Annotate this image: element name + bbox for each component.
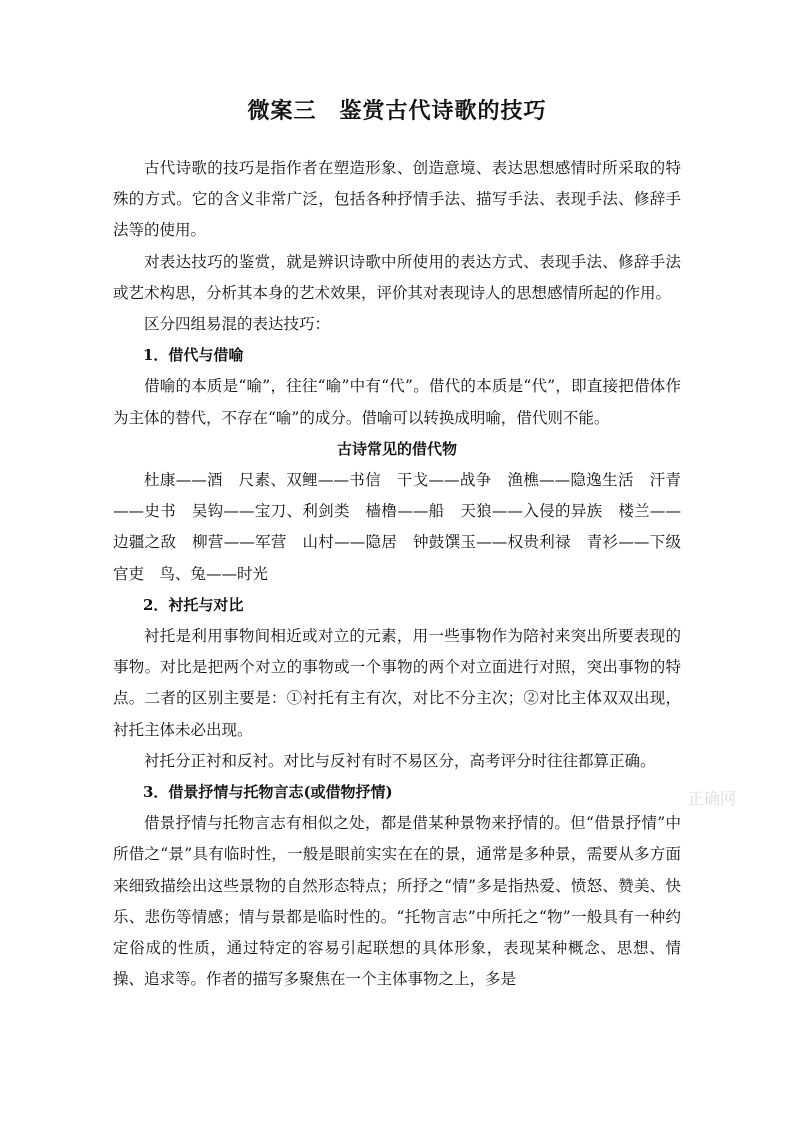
appreciation-paragraph: 对表达技巧的鉴赏，就是辨识诗歌中所使用的表达方式、表现手法、修辞手法或艺术构思，分析其本身的艺术效果，评价其对表现诗人的思想感情所起的作用。: [113, 252, 681, 302]
section-body-scenery: 借景抒情与托物言志有相似之处，都是借某种景物来抒情的。但“借景抒情”中所借之“景”具有临时性，一般是眼前实实在在的景，通常是多种景，需要从多方面来细致描绘出这些景物的自然形态特点；所抒之“情”多是指热爱、愤怒、赞美、快乐、悲伤等情感；情与景都是临时性的。“托物言志”中所托之“物”一般具有一种约定俗成的性质，通过特定的容易引起联想的具体形象，表现某种概念、思想、情操、追求等。作者的描写多聚焦在一个主体事物之上，多是: [113, 814, 681, 989]
page-title: 微案三 鉴赏古代诗歌的技巧: [247, 98, 547, 124]
section-heading-contrast: 2．衬托与对比: [143, 595, 244, 614]
watermark: 正确网: [688, 789, 737, 808]
section-body-metonymy: 借喻的本质是“喻”，往往“喻”中有“代”。借代的本质是“代”，即直接把借体作为主体的替代，不存在“喻”的成分。借喻可以转换成明喻，借代则不能。: [113, 377, 681, 427]
section-heading-metonymy: 1．借代与借喻: [143, 346, 244, 365]
section-body-contrast-note: 衬托分正衬和反衬。对比与反衬有时不易区分，高考评分时往往都算正确。: [144, 751, 656, 770]
section-body-contrast: 衬托是利用事物间相近或对立的元素，用一些事物作为陪衬来突出所要表现的事物。对比是把两个对立的事物或一个事物的两个对立面进行对照，突出事物的特点。二者的区别主要是：①衬托有主有次，对比不分主次；②对比主体双双出现，衬托主体未必出现。: [113, 627, 681, 739]
intro-paragraph: 古代诗歌的技巧是指作者在塑造形象、创造意境、表达思想感情时所采取的特殊的方式。它的含义非常广泛，包括各种抒情手法、描写手法、表现手法、修辞手法等的使用。: [113, 159, 681, 240]
metonymy-list: 杜康——酒 尺素、双鲤——书信 干戈——战争 渔樵——隐逸生活 汗青——史书 吴钩——宝刀、利剑类 樯橹——船 天狼——入侵的异族 楼兰——边疆之敌 柳营——军营 山村——隐居 钟鼓馔玉——权贵利禄 青衫——下级官吏 鸟、兔——时光: [113, 471, 681, 583]
metonymy-list-title: 古诗常见的借代物: [336, 439, 457, 458]
categories-intro: 区分四组易混的表达技巧：: [144, 315, 331, 334]
section-heading-scenery: 3．借景抒情与托物言志(或借物抒情): [143, 783, 393, 802]
